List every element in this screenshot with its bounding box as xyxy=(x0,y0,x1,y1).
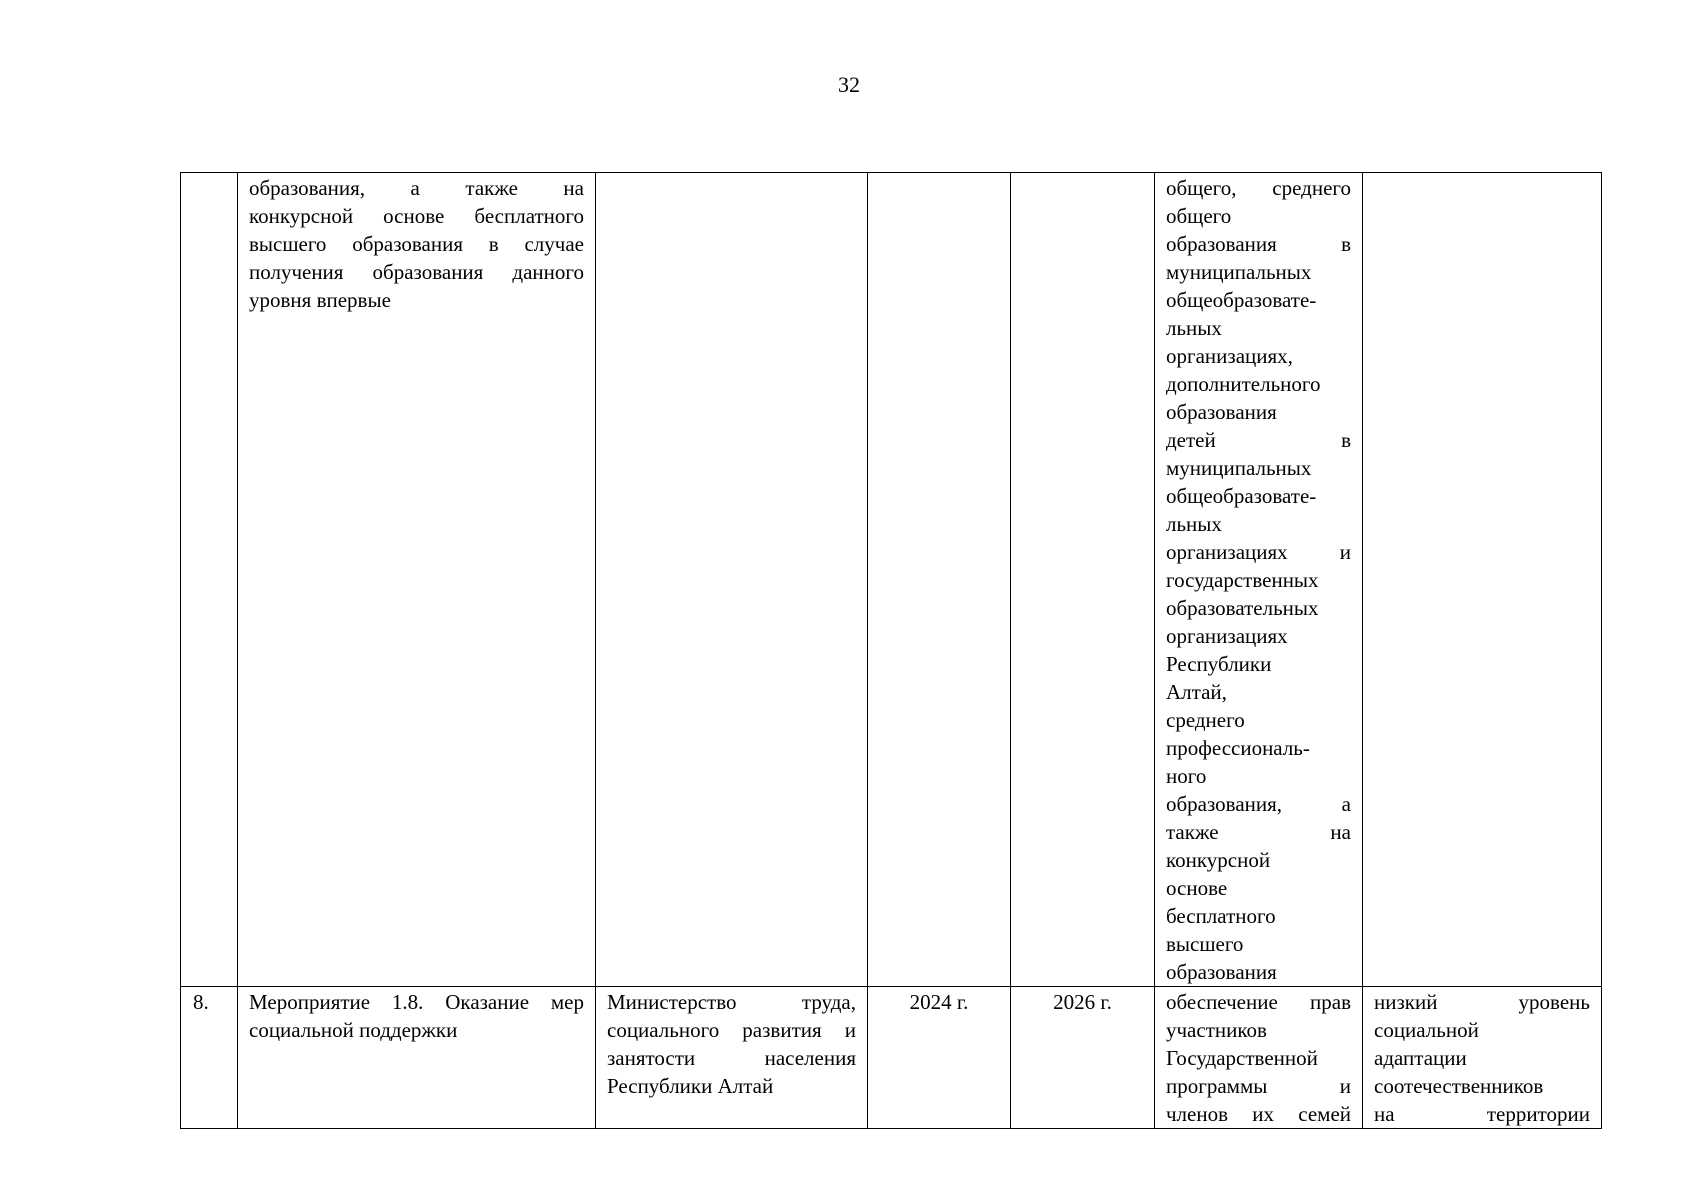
result-line: образования, а xyxy=(1166,792,1351,816)
result-line: основе xyxy=(1166,876,1228,900)
risk-line: социальной xyxy=(1374,1018,1479,1042)
result-line: льных xyxy=(1166,512,1222,536)
row-number-cell xyxy=(181,173,238,987)
page-number: 32 xyxy=(838,72,860,97)
result-line: образования xyxy=(1166,400,1277,424)
executor-line: Министерство труда, xyxy=(607,990,856,1014)
result-line: муниципальных xyxy=(1166,260,1312,284)
result-line: льных xyxy=(1166,316,1222,340)
result-line: общеобразовате- xyxy=(1166,484,1317,508)
start-date: 2024 г. xyxy=(909,990,969,1014)
expected-result-cell xyxy=(1155,987,1363,1129)
result-line: образовательных xyxy=(1166,596,1319,620)
result-line: образования в xyxy=(1166,232,1351,256)
table-row-8 xyxy=(181,987,1602,1129)
expected-result-cell xyxy=(1155,173,1363,987)
executor-line: социального развития и xyxy=(607,1018,856,1042)
result-line: детей в xyxy=(1166,428,1351,452)
result-line: Государственной xyxy=(1166,1046,1318,1070)
start-date-cell xyxy=(868,173,1011,987)
result-line: членов их семей xyxy=(1166,1102,1351,1126)
result-line: Республики xyxy=(1166,652,1272,676)
result-line: также на xyxy=(1166,820,1351,844)
risk-cell xyxy=(1363,987,1602,1129)
risk-line: низкий уровень xyxy=(1374,990,1590,1014)
executor-cell xyxy=(596,987,868,1129)
risk-cell xyxy=(1363,173,1602,987)
measure-name-line: Мероприятие 1.8. Оказание мер xyxy=(249,990,584,1014)
measure-name-line: получения образования данного xyxy=(249,260,584,284)
result-line: организациях, xyxy=(1166,344,1293,368)
result-line: общеобразовате- xyxy=(1166,288,1317,312)
result-line: участников xyxy=(1166,1018,1267,1042)
result-line: государственных xyxy=(1166,568,1319,592)
end-date-cell xyxy=(1011,173,1155,987)
result-line: общего xyxy=(1166,204,1232,228)
result-line: ного xyxy=(1166,764,1207,788)
result-line: общего, среднего xyxy=(1166,176,1351,200)
measures-table xyxy=(180,172,1602,1129)
measure-name-line: образования, а также на xyxy=(249,176,584,200)
result-line: обеспечение прав xyxy=(1166,990,1351,1014)
result-line: высшего xyxy=(1166,932,1244,956)
result-line: образования xyxy=(1166,960,1277,984)
risk-line: на территории xyxy=(1374,1102,1590,1126)
table-row-continued xyxy=(181,173,1602,987)
end-date: 2026 г. xyxy=(1053,990,1112,1014)
end-date-cell xyxy=(1011,987,1155,1129)
result-line: бесплатного xyxy=(1166,904,1276,928)
result-line: муниципальных xyxy=(1166,456,1312,480)
result-line: профессиональ- xyxy=(1166,736,1310,760)
result-line: конкурсной xyxy=(1166,848,1271,872)
risk-line: соотечественников xyxy=(1374,1074,1544,1098)
result-line: программы и xyxy=(1166,1074,1351,1098)
measure-name-line: конкурсной основе бесплатного xyxy=(249,204,584,228)
result-line: организациях и xyxy=(1166,540,1351,564)
result-line: Алтай, xyxy=(1166,680,1227,704)
row-number: 8. xyxy=(193,990,209,1014)
result-line: среднего xyxy=(1166,708,1245,732)
executor-cell xyxy=(596,173,868,987)
risk-line: адаптации xyxy=(1374,1046,1467,1070)
result-line: организациях xyxy=(1166,624,1288,648)
measure-name-line: социальной поддержки xyxy=(249,1018,458,1042)
row-number-cell xyxy=(181,987,238,1129)
measure-name-cell xyxy=(238,173,596,987)
measure-name-line: уровня впервые xyxy=(249,288,391,312)
result-line: дополнительного xyxy=(1166,372,1321,396)
executor-line: Республики Алтай xyxy=(607,1074,774,1098)
measure-name-line: высшего образования в случае xyxy=(249,232,584,256)
start-date-cell xyxy=(868,987,1011,1129)
measure-name-cell xyxy=(238,987,596,1129)
executor-line: занятости населения xyxy=(607,1046,856,1070)
